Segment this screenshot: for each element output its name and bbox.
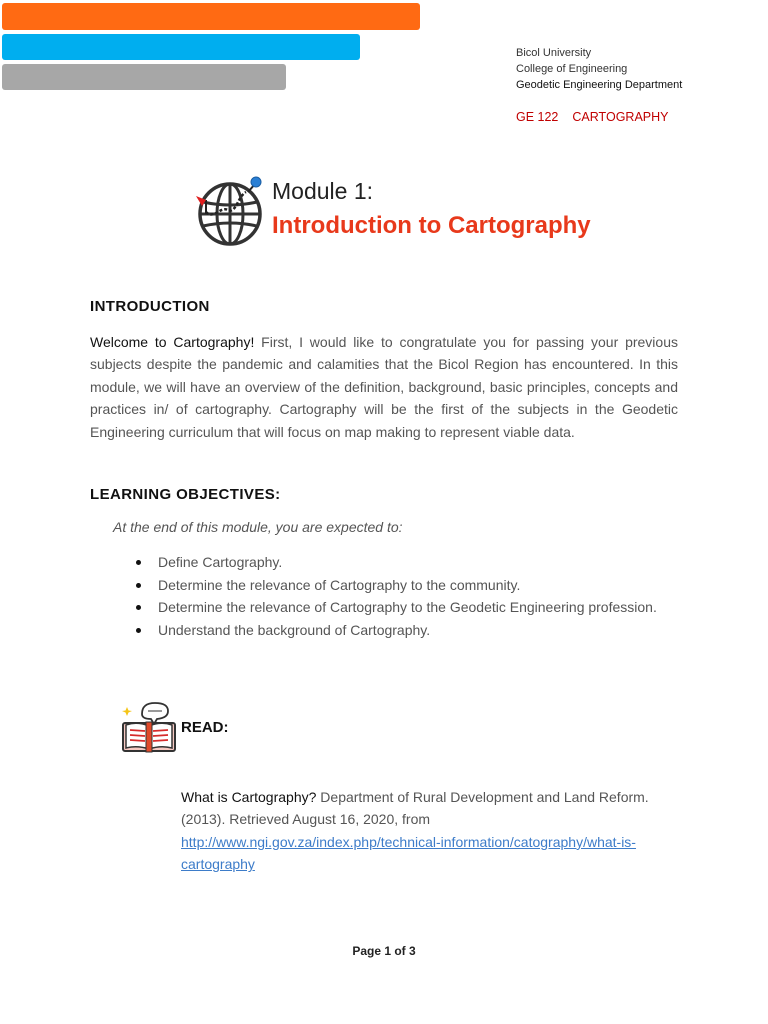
read-heading: READ: — [181, 719, 229, 736]
objective-item: Understand the background of Cartography. — [130, 619, 657, 642]
module-number: Module 1: — [272, 178, 374, 204]
introduction-body: First, I would like to congratulate you for passing your previous subjects despite the pandemic and calamities that the Bicol Region has encountered. In this module, we will have an overview of the definition, background, basic principles, concepts and practices in/ of cartography. Cartography will be the first of the subjects in the Geodetic Engineering curriculum that will focus on map making to represent viable data. — [90, 334, 678, 440]
course-name: CARTOGRAPHY — [572, 110, 669, 124]
institution-block — [516, 45, 682, 93]
objective-item: Define Cartography. — [130, 551, 657, 574]
objective-item: Determine the relevance of Cartography to the Geodetic Engineering profession. — [130, 596, 657, 619]
reference-citation: Department of Rural Development and Land Reform. (2013). Retrieved August 16, 2020, from — [181, 789, 649, 828]
header-bar-orange — [2, 3, 420, 30]
objectives-heading: LEARNING OBJECTIVES: — [90, 486, 281, 503]
header-bar-gray — [2, 64, 286, 90]
introduction-lead: Welcome to Cartography! — [90, 334, 255, 350]
college-name: College of Engineering — [516, 63, 628, 75]
introduction-paragraph — [90, 331, 678, 443]
reference-title: What is Cartography? — [181, 789, 317, 805]
module-title: Introduction to Cartography — [272, 212, 591, 239]
department-name: Geodetic Engineering Department — [516, 79, 683, 91]
introduction-heading: INTRODUCTION — [90, 298, 210, 315]
reference-link[interactable]: http://www.ngi.gov.za/index.php/technical-information/catography/what-is-cartography — [181, 833, 636, 873]
university-name: Bicol University — [516, 47, 592, 59]
reading-reference — [181, 786, 681, 876]
course-line — [516, 110, 668, 124]
objectives-list — [130, 551, 657, 641]
objectives-intro: At the end of this module, you are expected to: — [113, 519, 403, 535]
objective-item: Determine the relevance of Cartography to the community. — [130, 574, 657, 597]
header-bar-blue — [2, 34, 360, 60]
globe-route-icon — [192, 172, 268, 248]
course-code: GE 122 — [516, 110, 559, 124]
open-book-icon — [120, 700, 178, 754]
page-number: Page 1 of 3 — [352, 944, 416, 958]
